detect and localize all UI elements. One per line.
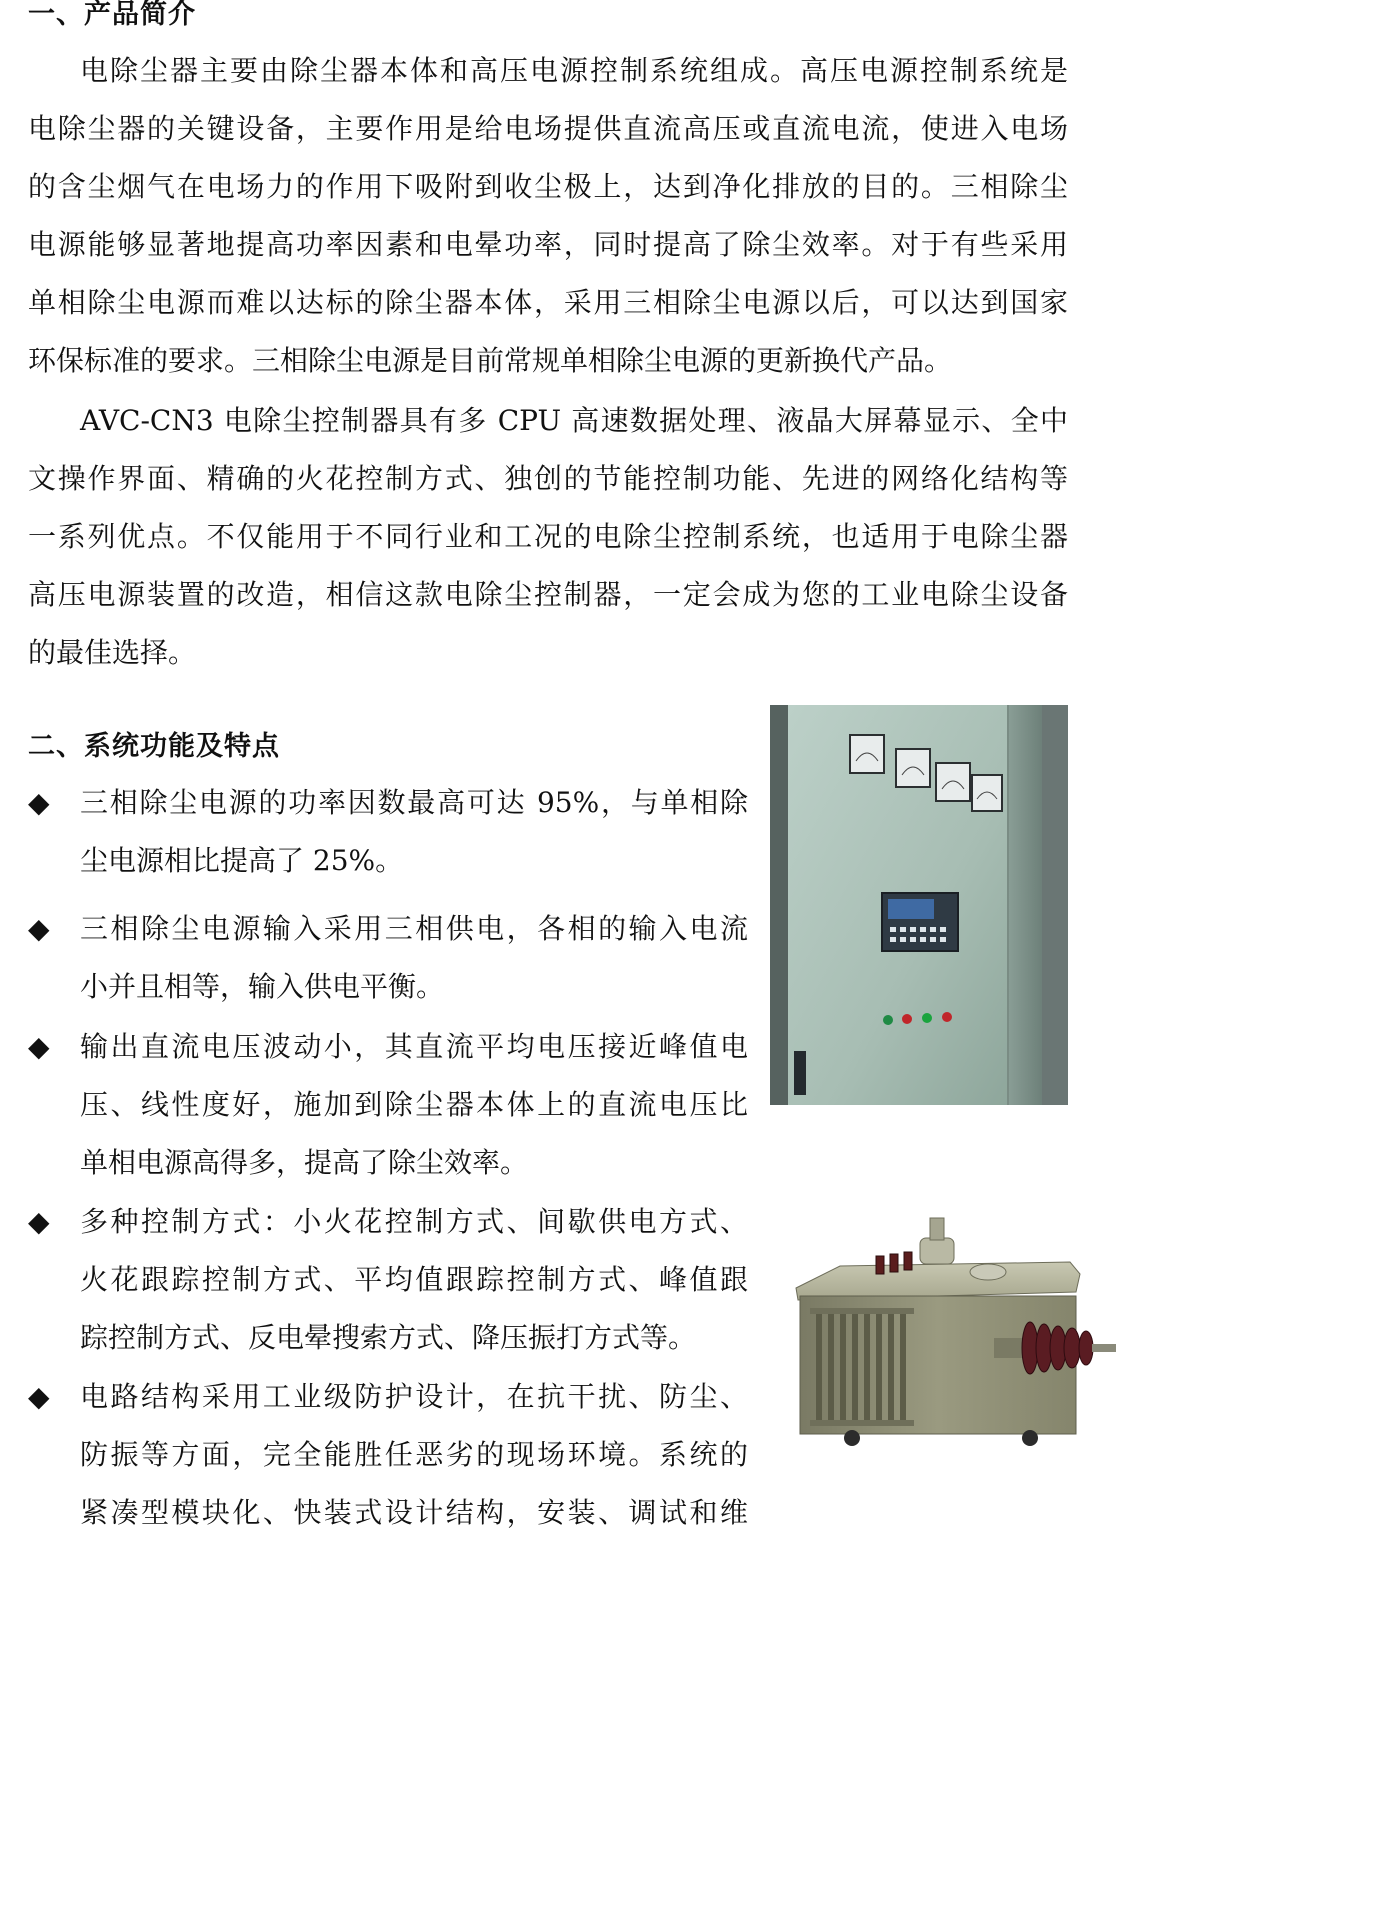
feature-line: 紧凑型模块化、快装式设计结构，安装、调试和维 [80,1496,748,1529]
intro-para1-line: 环保标准的要求。三相除尘电源是目前常规单相除尘电源的更新换代产品。 [28,344,953,377]
diamond-bullet-icon: ◆ [28,1205,50,1238]
intro-para1-line: 电源能够显著地提高功率因素和电晕功率，同时提高了除尘效率。对于有些采用 [28,228,1068,261]
feature-line: 三相除尘电源输入采用三相供电，各相的输入电流 [80,912,748,945]
intro-para1-line: 电除尘器的关键设备，主要作用是给电场提供直流高压或直流电流，使进入电场 [28,112,1068,145]
control-cabinet-photo [770,705,1068,1105]
feature-line: 踪控制方式、反电晕搜索方式、降压振打方式等。 [80,1321,697,1354]
intro-para1-line: 的含尘烟气在电场力的作用下吸附到收尘极上，达到净化排放的目的。三相除尘 [28,170,1068,203]
intro-para2-line: 文操作界面、精确的火花控制方式、独创的节能控制功能、先进的网络化结构等 [28,462,1068,495]
feature-line: 多种控制方式：小火花控制方式、间歇供电方式、 [80,1205,748,1238]
intro-para2-line: 的最佳选择。 [28,636,197,669]
intro-para2-line: 一系列优点。不仅能用于不同行业和工况的电除尘控制系统，也适用于电除尘器 [28,520,1068,553]
feature-line: 电路结构采用工业级防护设计，在抗干扰、防尘、 [80,1380,748,1413]
feature-line: 单相电源高得多，提高了除尘效率。 [80,1146,529,1179]
section-heading-features: 二、系统功能及特点 [28,731,280,762]
feature-line: 输出直流电压波动小，其直流平均电压接近峰值电 [80,1030,748,1063]
intro-para1-line: 单相除尘电源而难以达标的除尘器本体，采用三相除尘电源以后，可以达到国家 [28,286,1068,319]
diamond-bullet-icon: ◆ [28,786,50,819]
transformer-photo [780,1208,1125,1450]
feature-line: 压、线性度好，施加到除尘器本体上的直流电压比 [80,1088,748,1121]
section-heading-intro: 一、产品简介 [28,0,196,30]
diamond-bullet-icon: ◆ [28,1380,50,1413]
feature-line: 防振等方面，完全能胜任恶劣的现场环境。系统的 [80,1438,748,1471]
feature-line: 小并且相等，输入供电平衡。 [80,970,445,1003]
diamond-bullet-icon: ◆ [28,912,50,945]
diamond-bullet-icon: ◆ [28,1030,50,1063]
intro-para2-line: AVC-CN3 电除尘控制器具有多 CPU 高速数据处理、液晶大屏幕显示、全中 [80,404,1068,437]
intro-para1-line: 电除尘器主要由除尘器本体和高压电源控制系统组成。高压电源控制系统是 [80,54,1068,87]
feature-line: 三相除尘电源的功率因数最高可达 95%，与单相除 [80,786,748,819]
feature-line: 火花跟踪控制方式、平均值跟踪控制方式、峰值跟 [80,1263,748,1296]
feature-line: 尘电源相比提高了 25%。 [80,844,404,877]
intro-para2-line: 高压电源装置的改造，相信这款电除尘控制器，一定会成为您的工业电除尘设备 [28,578,1068,611]
